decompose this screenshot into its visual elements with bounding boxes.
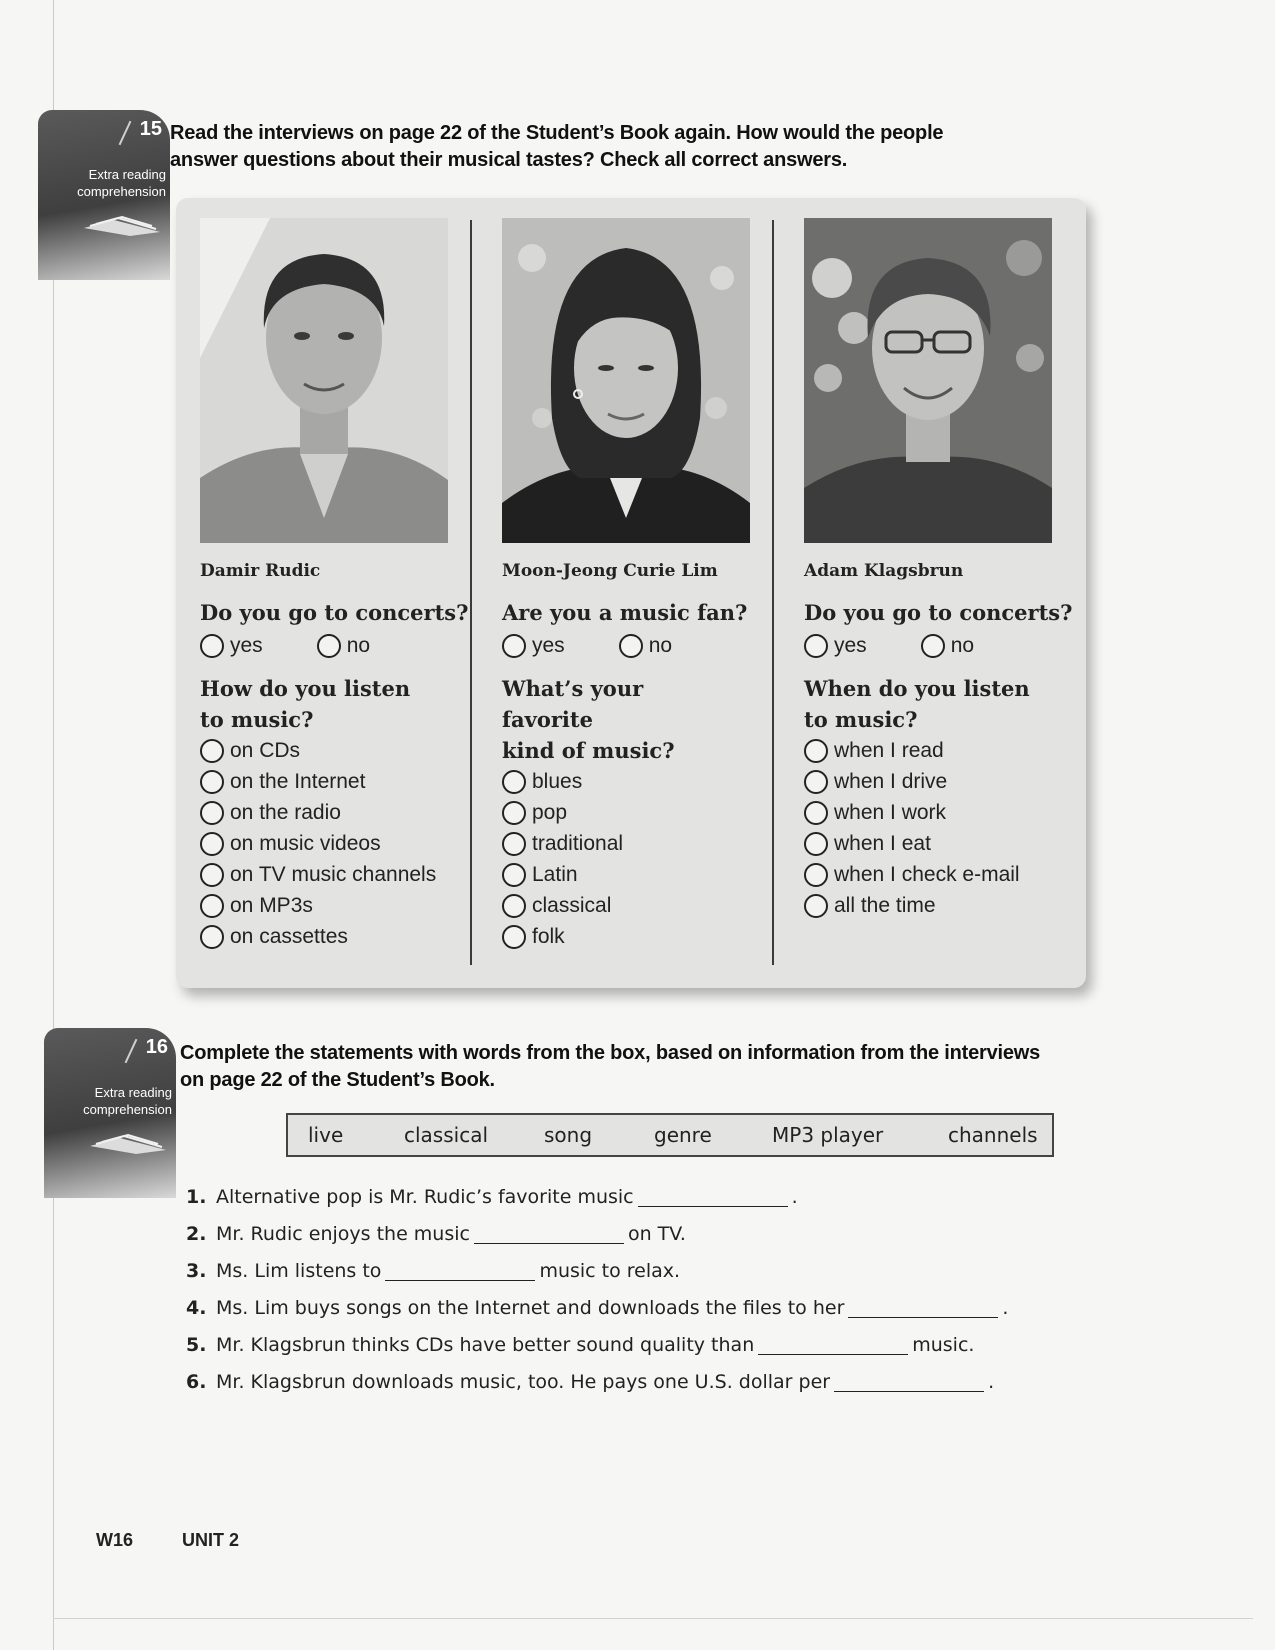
statement: 3. Ms. Lim listens to music to relax. — [186, 1259, 681, 1282]
question-2: When do you listen to music? — [804, 676, 1030, 732]
radio-circle[interactable] — [804, 832, 828, 856]
question-1: Do you go to concerts? — [804, 600, 1073, 625]
option-yes[interactable]: yes — [200, 630, 263, 661]
option-item[interactable]: on cassettes — [200, 921, 470, 952]
exercise-type-label: Extra reading comprehension — [77, 167, 166, 199]
statement: 1. Alternative pop is Mr. Rudic’s favorite music . — [186, 1185, 798, 1208]
radio-circle[interactable] — [502, 770, 526, 794]
radio-circle[interactable] — [804, 863, 828, 887]
answer-blank[interactable] — [638, 1186, 788, 1207]
column-divider — [470, 220, 472, 965]
word-box — [286, 1113, 1054, 1157]
radio-circle[interactable] — [804, 634, 828, 658]
photo-adam-klagsbrun — [804, 218, 1052, 543]
interview-panel — [176, 198, 1086, 988]
exercise-number: 16 — [145, 1036, 168, 1058]
radio-circle[interactable] — [317, 634, 341, 658]
radio-circle[interactable] — [804, 894, 828, 918]
answer-blank[interactable] — [474, 1223, 624, 1244]
exercise-type-label: Extra reading comprehension — [83, 1085, 172, 1117]
word-box-item: song — [544, 1123, 593, 1147]
option-item[interactable]: on the radio — [200, 797, 470, 828]
answer-blank[interactable] — [385, 1260, 535, 1281]
radio-circle[interactable] — [502, 894, 526, 918]
unit-label: UNIT 2 — [182, 1530, 240, 1550]
radio-circle[interactable] — [619, 634, 643, 658]
word-box-item: MP3 player — [772, 1123, 884, 1147]
radio-circle[interactable] — [502, 863, 526, 887]
option-item[interactable]: on MP3s — [200, 890, 470, 921]
option-item[interactable]: on TV music channels — [200, 859, 470, 890]
option-item[interactable]: Latin — [502, 859, 772, 890]
yes-no-options — [502, 630, 772, 661]
answer-blank[interactable] — [834, 1371, 984, 1392]
option-item[interactable]: when I check e-mail — [804, 859, 1074, 890]
radio-circle[interactable] — [200, 770, 224, 794]
radio-circle[interactable] — [200, 634, 224, 658]
exercise-15-instructions: Read the interviews on page 22 of the Student’s Book again. How would the people answer questions about their musical tastes? Check all correct answers. — [170, 122, 944, 171]
interview-column-moon-jeong — [502, 218, 772, 952]
person-name: Adam Klagsbrun — [804, 561, 964, 581]
option-item[interactable]: on the Internet — [200, 766, 470, 797]
book-stack-icon — [90, 1134, 170, 1154]
interview-column-adam — [804, 218, 1074, 921]
word-box-item: channels — [948, 1123, 1038, 1147]
option-item[interactable]: when I work — [804, 797, 1074, 828]
page-number: W16 — [96, 1530, 134, 1550]
statement: 6. Mr. Klagsbrun downloads music, too. He pays one U.S. dollar per . — [186, 1370, 995, 1393]
radio-circle[interactable] — [200, 739, 224, 763]
option-item[interactable]: on music videos — [200, 828, 470, 859]
question-2: What’s your favorite kind of music? — [502, 676, 675, 763]
exercise-16-tab — [44, 1028, 176, 1198]
option-item[interactable]: traditional — [502, 828, 772, 859]
answer-blank[interactable] — [758, 1334, 908, 1355]
option-item[interactable]: blues — [502, 766, 772, 797]
radio-circle[interactable] — [804, 801, 828, 825]
statement: 2. Mr. Rudic enjoys the music on TV. — [186, 1222, 686, 1245]
radio-circle[interactable] — [921, 634, 945, 658]
person-name: Moon-Jeong Curie Lim — [502, 561, 718, 581]
radio-circle[interactable] — [200, 801, 224, 825]
radio-circle[interactable] — [804, 739, 828, 763]
radio-circle[interactable] — [502, 925, 526, 949]
yes-no-options — [200, 630, 470, 661]
option-no[interactable]: no — [317, 630, 370, 661]
option-item[interactable]: folk — [502, 921, 772, 952]
statement-list — [186, 1178, 1086, 1400]
page-bottom-line — [53, 1618, 1253, 1619]
question-1: Are you a music fan? — [502, 600, 748, 625]
interview-column-damir — [200, 218, 470, 952]
radio-circle[interactable] — [200, 832, 224, 856]
radio-circle[interactable] — [502, 801, 526, 825]
word-box-item: classical — [404, 1123, 489, 1147]
person-name: Damir Rudic — [200, 561, 321, 581]
radio-circle[interactable] — [502, 634, 526, 658]
option-yes[interactable]: yes — [804, 630, 867, 661]
word-box-item: live — [308, 1123, 344, 1147]
exercise-16-instructions: Complete the statements with words from the box, based on information from the interviews on page 22 of the Student’s Book. — [180, 1042, 1041, 1091]
option-item[interactable]: when I eat — [804, 828, 1074, 859]
exercise-number: 15 — [139, 118, 162, 140]
word-box-item: genre — [654, 1123, 712, 1147]
option-item[interactable]: on CDs — [200, 735, 470, 766]
option-item[interactable]: when I read — [804, 735, 1074, 766]
option-item[interactable]: when I drive — [804, 766, 1074, 797]
option-item[interactable]: all the time — [804, 890, 1074, 921]
radio-circle[interactable] — [200, 863, 224, 887]
option-yes[interactable]: yes — [502, 630, 565, 661]
option-no[interactable]: no — [619, 630, 672, 661]
statement: 5. Mr. Klagsbrun thinks CDs have better sound quality than music. — [186, 1333, 975, 1356]
radio-circle[interactable] — [200, 925, 224, 949]
statement: 4. Ms. Lim buys songs on the Internet and downloads the files to her . — [186, 1296, 1009, 1319]
photo-moon-jeong-curie-lim — [502, 218, 750, 543]
option-item[interactable]: classical — [502, 890, 772, 921]
option-item[interactable]: pop — [502, 797, 772, 828]
book-stack-icon — [84, 216, 164, 236]
column-divider — [772, 220, 774, 965]
photo-damir-rudic — [200, 218, 448, 543]
answer-blank[interactable] — [848, 1297, 998, 1318]
exercise-15-tab — [38, 110, 170, 280]
radio-circle[interactable] — [502, 832, 526, 856]
radio-circle[interactable] — [200, 894, 224, 918]
option-no[interactable]: no — [921, 630, 974, 661]
yes-no-options — [804, 630, 1074, 661]
radio-circle[interactable] — [804, 770, 828, 794]
question-2: How do you listen to music? — [200, 676, 411, 732]
question-1: Do you go to concerts? — [200, 600, 469, 625]
